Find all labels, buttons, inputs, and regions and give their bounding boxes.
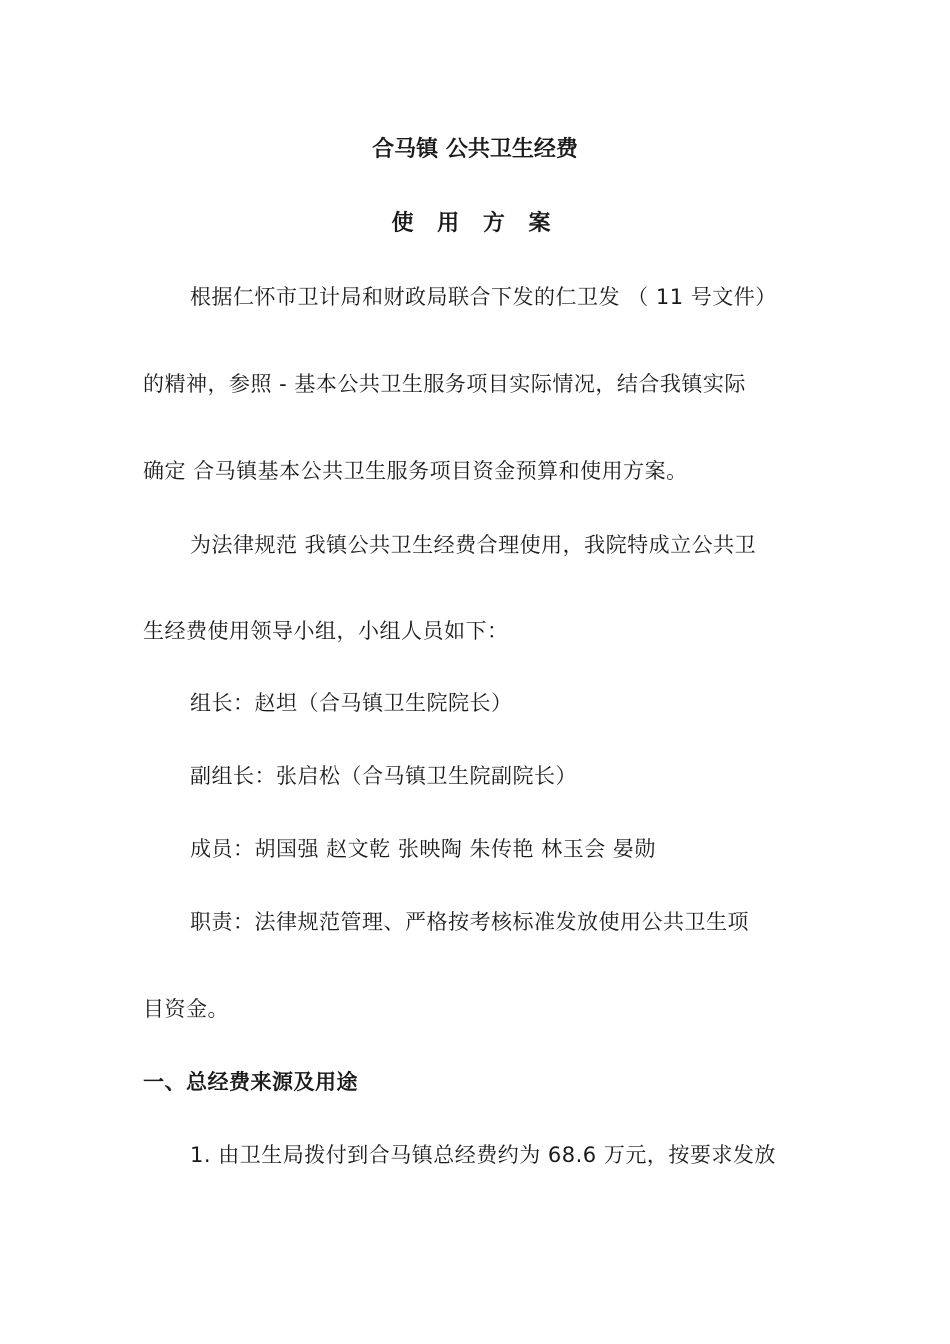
duties-line-2: 目资金。 [143, 997, 229, 1021]
section-1-item-1: 1. 由卫生局拨付到合马镇总经费约为 68.6 万元，按要求发放 [190, 1143, 776, 1167]
document-subtitle: 使 用 方 案 [391, 211, 559, 236]
group-leader: 组长：赵坦（合马镇卫生院院长） [190, 691, 513, 715]
group-members: 成员：胡国强 赵文乾 张映陶 朱传艳 林玉会 晏勋 [190, 837, 656, 861]
paragraph-2-line-1: 为法律规范 我镇公共卫生经费合理使用，我院特成立公共卫 [190, 533, 757, 557]
group-deputy-leader: 副组长：张启松（合马镇卫生院副院长） [190, 764, 577, 788]
section-1-heading: 一、总经费来源及用途 [143, 1070, 358, 1094]
duties-line-1: 职责：法律规范管理、严格按考核标准发放使用公共卫生项 [190, 910, 749, 934]
paragraph-1-line-2: 的精神，参照 - 基本公共卫生服务项目实际情况，结合我镇实际 [143, 372, 746, 396]
paragraph-1-line-3: 确定 合马镇基本公共卫生服务项目资金预算和使用方案。 [143, 459, 688, 483]
paragraph-2-line-2: 生经费使用领导小组，小组人员如下： [143, 619, 509, 643]
paragraph-1-line-1: 根据仁怀市卫计局和财政局联合下发的仁卫发 （ 11 号文件） [190, 285, 777, 309]
document-title: 合马镇 公共卫生经费 [372, 137, 578, 162]
